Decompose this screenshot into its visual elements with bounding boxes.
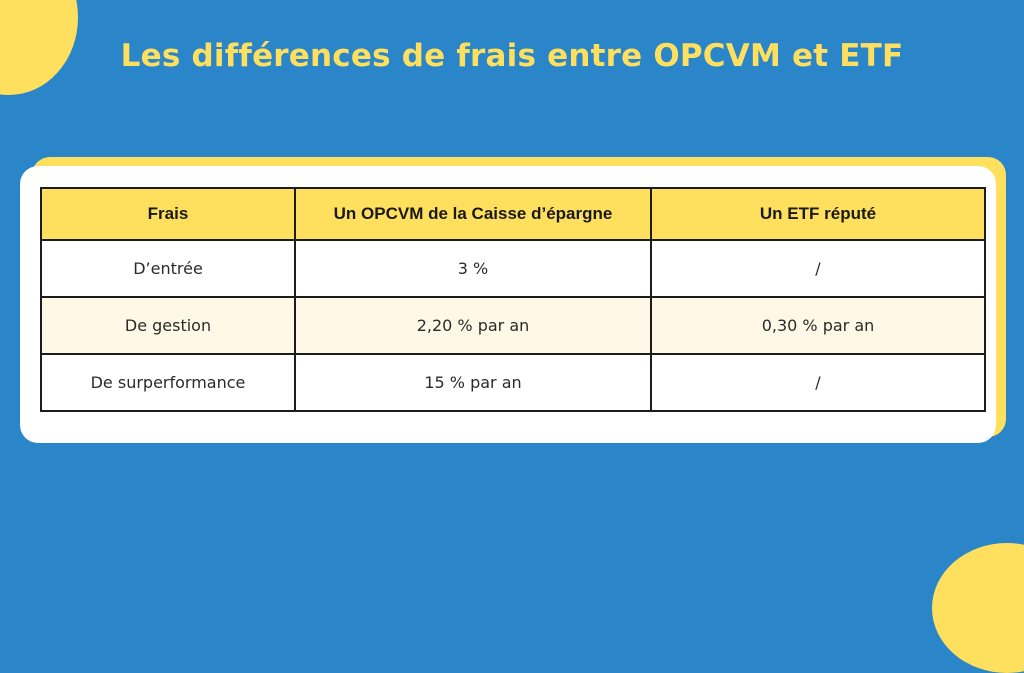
table-row <box>41 297 985 354</box>
etf-value: / <box>651 354 985 411</box>
header-frais: Frais <box>41 188 295 240</box>
etf-value: / <box>651 240 985 297</box>
row-label: De gestion <box>41 297 295 354</box>
opcvm-value: 2,20 % par an <box>295 297 651 354</box>
table-header-row <box>41 188 985 240</box>
etf-value: 0,30 % par an <box>651 297 985 354</box>
table-row <box>41 240 985 297</box>
opcvm-value: 15 % par an <box>295 354 651 411</box>
row-label: D’entrée <box>41 240 295 297</box>
header-opcvm: Un OPCVM de la Caisse d’épargne <box>295 188 651 240</box>
row-label: De surperformance <box>41 354 295 411</box>
table-row <box>41 354 985 411</box>
page-title: Les différences de frais entre OPCVM et ETF <box>120 38 904 74</box>
header-etf: Un ETF réputé <box>651 188 985 240</box>
fees-comparison-table <box>40 187 986 412</box>
opcvm-value: 3 % <box>295 240 651 297</box>
decorative-circle-bottom-right <box>932 543 1024 673</box>
